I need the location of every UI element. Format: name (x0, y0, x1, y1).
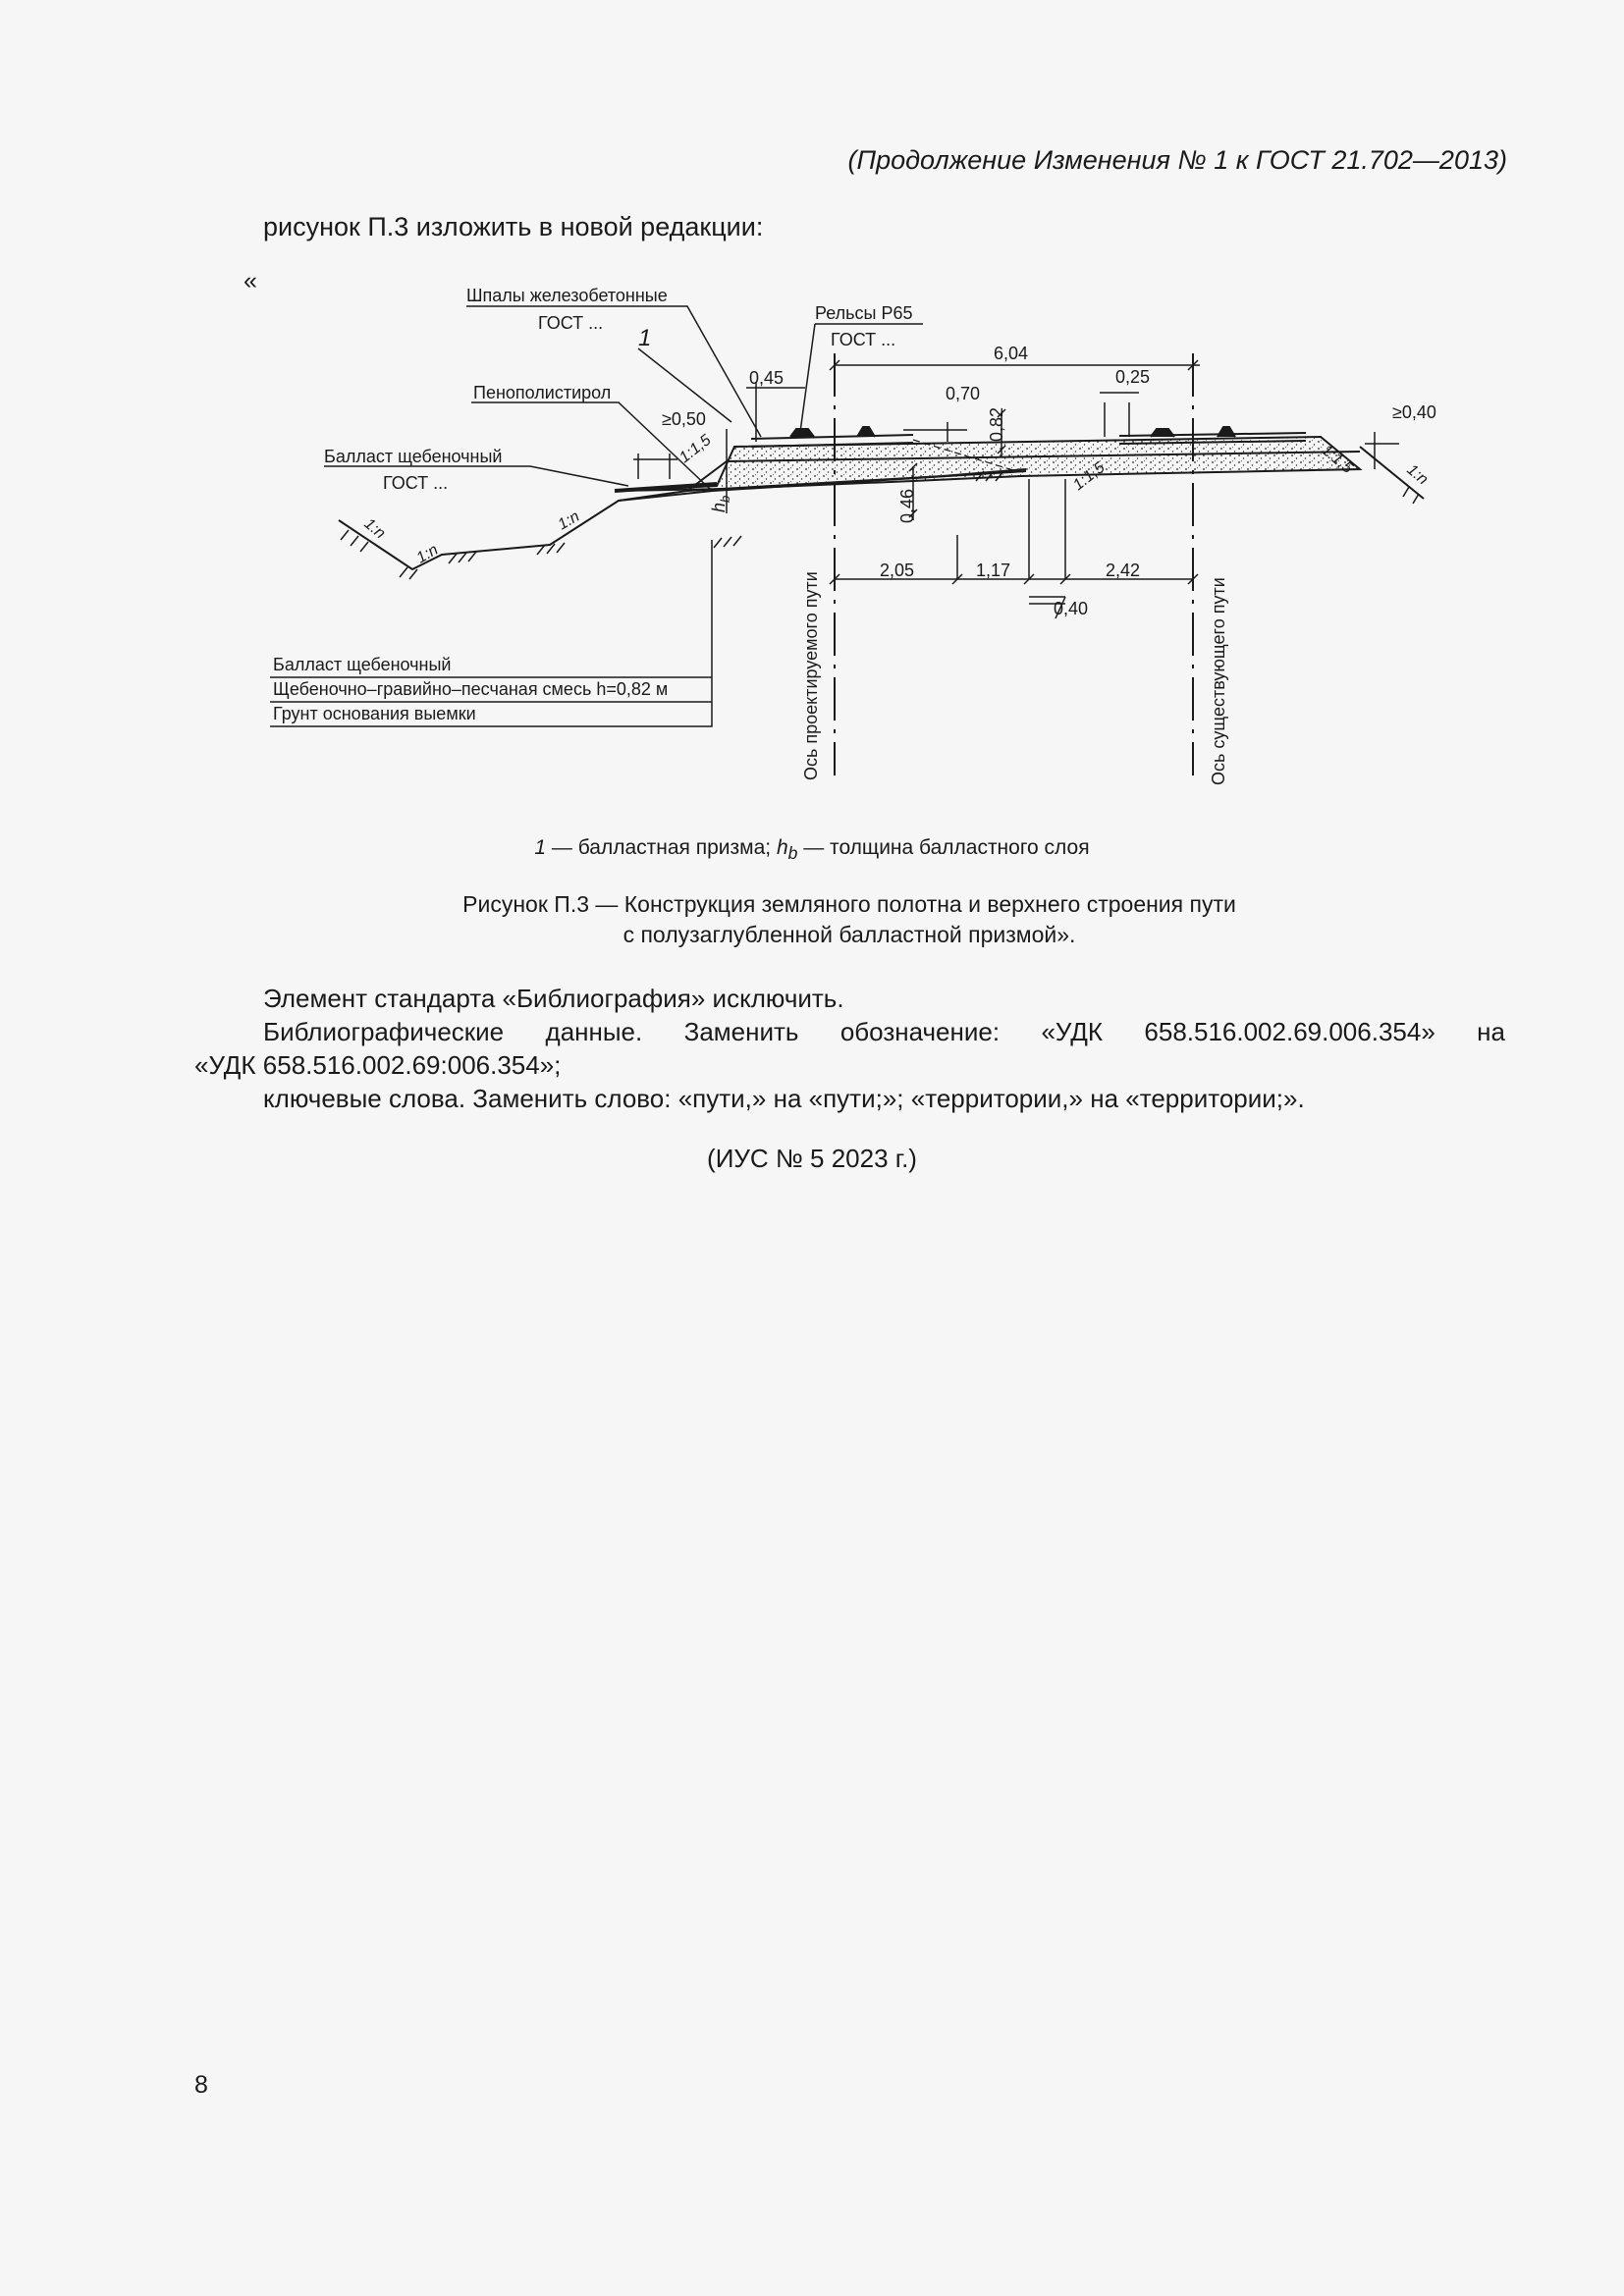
dim-0-70: 0,70 (946, 384, 981, 403)
dim-1-17: 1,17 (976, 561, 1011, 580)
paragraph-keywords: ключевые слова. Заменить слово: «пути,» на «пути;»; «территории,» на «территории;». (263, 1084, 1305, 1113)
label-axis-designed: Ось проектируемого пути (801, 571, 821, 780)
running-header: (Продолжение Изменения № 1 к ГОСТ 21.702—2013) (847, 145, 1507, 175)
dim-2-05: 2,05 (880, 561, 915, 580)
page-number: 8 (194, 2071, 208, 2099)
paragraph-bib-data: Библиографические данные. Заменить обозначение: «УДК 658.516.002.69.006.354» на (263, 1017, 1505, 1046)
label-rails-gost: ГОСТ ... (831, 330, 896, 349)
ius-reference: (ИУС № 5 2023 г.) (707, 1144, 917, 1173)
label-ballast: Балласт щебеночный (324, 447, 503, 466)
slope-1-n-2: 1:n (413, 541, 442, 567)
dim-0-46: 0,46 (897, 488, 917, 523)
dim-0-50: ≥0,50 (662, 409, 706, 429)
label-sleepers-gost: ГОСТ ... (538, 313, 604, 333)
dim-2-42: 2,42 (1106, 561, 1141, 580)
slope-1-1-5-middle: 1:1,5 (1069, 458, 1109, 495)
dim-6-04: 6,04 (994, 344, 1029, 363)
label-ballast-gost: ГОСТ ... (383, 473, 449, 493)
label-sleepers: Шпалы железобетонные (466, 286, 668, 305)
dim-0-25: 0,25 (1115, 367, 1151, 387)
layer-3: Грунт основания выемки (273, 704, 476, 723)
caption-line-1: Рисунок П.3 — Конструкция земляного полотна и верхнего строения пути (462, 891, 1236, 917)
rails (790, 427, 1235, 437)
slope-1-n-3: 1:n (360, 515, 389, 543)
label-hb: $h_b$ (709, 495, 732, 512)
ballast-prism (619, 437, 1360, 491)
label-axis-existing: Ось существующего пути (1209, 577, 1228, 785)
opening-quote: « (244, 267, 257, 294)
slope-1-1-5-right: 1:1,5 (1318, 442, 1356, 477)
body-text (194, 982, 1505, 1115)
slope-1-n-4: 1:n (1403, 461, 1432, 489)
paragraph-bib-data-cont: «УДК 658.516.002.69:006.354»; (194, 1050, 562, 1080)
layer-2: Щебеночно–гравийно–песчаная смесь h=0,82 м (273, 679, 669, 699)
figure-caption (0, 889, 1624, 950)
label-rails: Рельсы Р65 (815, 303, 913, 323)
dim-0-40-top: ≥0,40 (1392, 402, 1436, 422)
layer-1: Балласт щебеночный (273, 655, 452, 674)
figure-legend: 1 — балластная призма; $h_b$ — толщина балластного слоя (534, 836, 1090, 864)
label-callout-1: 1 (638, 325, 652, 351)
slope-1-n-1: 1:n (555, 507, 583, 534)
intro-text: рисунок П.3 изложить в новой редакции: (263, 212, 764, 241)
figure-p3 (265, 265, 1453, 795)
dim-0-45: 0,45 (749, 368, 785, 388)
dim-0-40: 0,40 (1054, 599, 1089, 618)
label-foam: Пенополистирол (473, 383, 612, 402)
paragraph-bibliography: Элемент стандарта «Библиография» исключить. (263, 984, 844, 1013)
slope-1-1-5-left: 1:1,5 (676, 431, 715, 467)
caption-line-2: с полузаглубленной балластной призмой». (623, 922, 1076, 947)
dim-0-82: 0,82 (987, 406, 1006, 442)
